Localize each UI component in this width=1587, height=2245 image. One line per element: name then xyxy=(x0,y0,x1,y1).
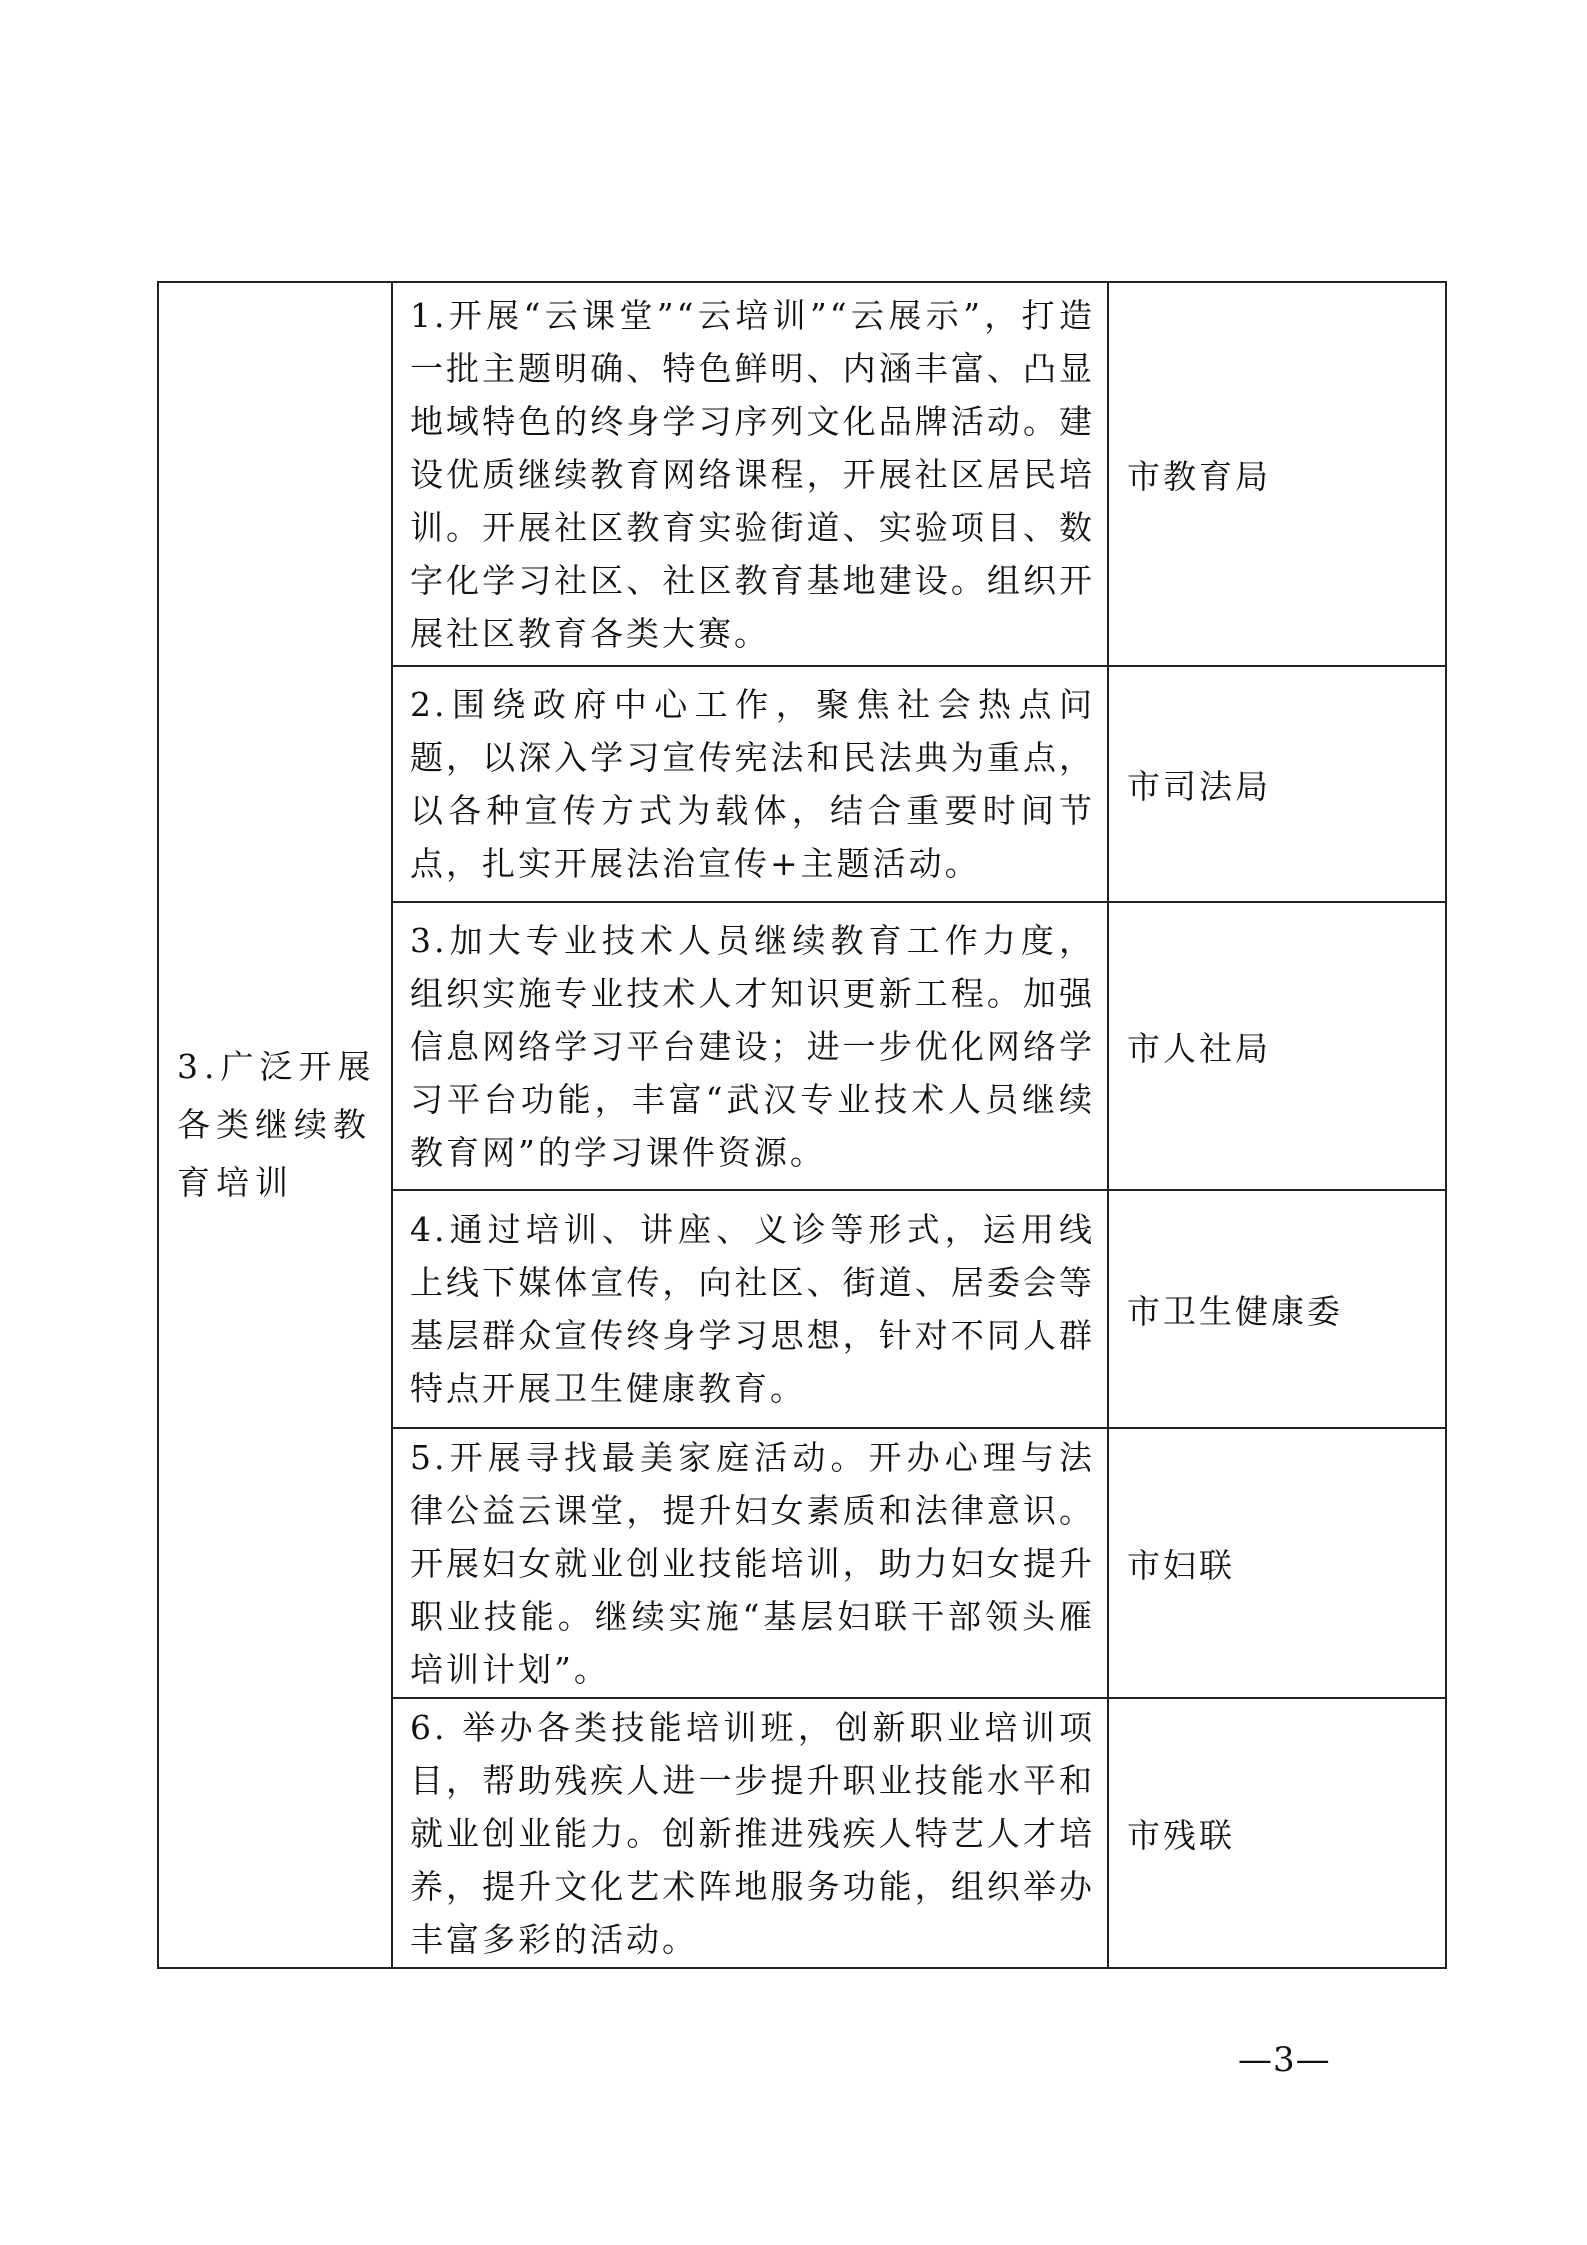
department-cell xyxy=(1108,902,1446,1190)
department-cell xyxy=(1108,282,1446,666)
task-text: 2.围绕政府中心工作，聚焦社会热点问题，以深入学习宣传宪法和民法典为重点，以各种宣传方式为载体，结合重要时间节点，扎实开展法治宣传+主题活动。 xyxy=(410,685,1095,883)
task-cell xyxy=(392,1428,1108,1698)
task-table xyxy=(157,281,1447,1969)
department-cell xyxy=(1108,1190,1446,1428)
department-label: 市卫生健康委 xyxy=(1127,1291,1343,1331)
task-text: 5.开展寻找最美家庭活动。开办心理与法律公益云课堂，提升妇女素质和法律意识。开展妇女就业创业技能培训，助力妇女提升职业技能。继续实施“基层妇联干部领头雁培训计划”。 xyxy=(410,1437,1095,1689)
page-number: —3— xyxy=(1238,2040,1331,2080)
department-cell xyxy=(1108,1428,1446,1698)
department-label: 市残联 xyxy=(1127,1815,1235,1855)
task-text: 1.开展“云课堂”“云培训”“云展示”，打造一批主题明确、特色鲜明、内涵丰富、凸显地域特色的终身学习序列文化品牌活动。建设优质继续教育网络课程，开展社区居民培训。开展社区教育实验街道、实验项目、数字化学习社区、社区教育基地建设。组织开展社区教育各类大赛。 xyxy=(410,295,1095,653)
category-label: 3.广泛开展各类继续教育培训 xyxy=(177,1047,377,1202)
category-cell xyxy=(158,282,392,1968)
task-text: 4.通过培训、讲座、义诊等形式，运用线上线下媒体宣传，向社区、街道、居委会等基层群众宣传终身学习思想，针对不同人群特点开展卫生健康教育。 xyxy=(410,1210,1095,1408)
table-row xyxy=(158,282,1446,666)
task-cell xyxy=(392,666,1108,902)
task-cell xyxy=(392,1190,1108,1428)
task-cell xyxy=(392,282,1108,666)
department-cell xyxy=(1108,1698,1446,1968)
department-cell xyxy=(1108,666,1446,902)
department-label: 市人社局 xyxy=(1127,1028,1271,1068)
task-cell xyxy=(392,1698,1108,1968)
task-cell xyxy=(392,902,1108,1190)
task-text: 3.加大专业技术人员继续教育工作力度，组织实施专业技术人才知识更新工程。加强信息网络学习平台建设；进一步优化网络学习平台功能，丰富“武汉专业技术人员继续教育网”的学习课件资源。 xyxy=(410,920,1095,1172)
department-label: 市教育局 xyxy=(1127,456,1271,496)
department-label: 市妇联 xyxy=(1127,1545,1235,1585)
task-text: 6. 举办各类技能培训班，创新职业培训项目，帮助残疾人进一步提升职业技能水平和就业创业能力。创新推进残疾人特艺人才培养，提升文化艺术阵地服务功能，组织举办丰富多彩的活动。 xyxy=(410,1707,1095,1959)
department-label: 市司法局 xyxy=(1127,766,1271,806)
